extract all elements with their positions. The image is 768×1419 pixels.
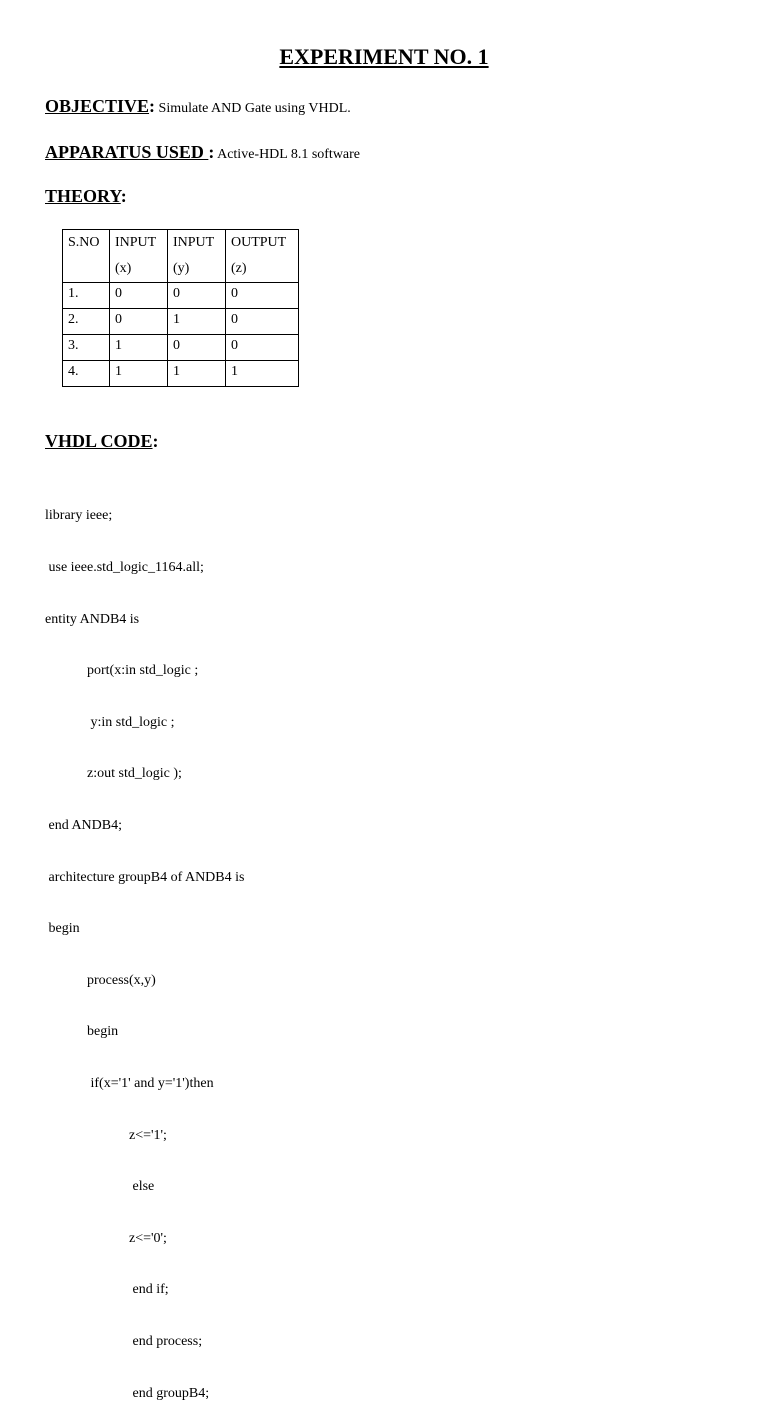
theory-section	[45, 186, 127, 207]
code-line: end process;	[45, 1333, 203, 1349]
apparatus-text: Active-HDL 8.1 software	[214, 147, 361, 162]
code-line: z<='0';	[45, 1230, 167, 1246]
header-cell-sno	[63, 230, 110, 283]
code-line: if(x='1' and y='1')then	[45, 1075, 214, 1091]
truth-table	[62, 229, 299, 387]
table-cell: 2.	[63, 309, 110, 335]
table-row	[63, 283, 299, 309]
apparatus-colon: :	[208, 142, 215, 162]
code-line: entity ANDB4 is	[45, 611, 140, 627]
objective-heading: OBJECTIVE	[45, 96, 150, 116]
header-cell-line: (y)	[173, 261, 190, 276]
objective-text: Simulate AND Gate using VHDL.	[155, 101, 351, 116]
code-line: library ieee;	[45, 508, 113, 524]
vhdl-code-colon: :	[152, 431, 159, 451]
apparatus-section	[45, 142, 360, 163]
table-cell: 1.	[63, 283, 110, 309]
objective-colon: :	[149, 96, 156, 116]
header-cell-input-x	[110, 230, 168, 283]
header-cell-line: OUTPUT	[231, 235, 287, 250]
code-line: port(x:in std_logic ;	[45, 663, 199, 679]
code-line: z<='1';	[45, 1127, 167, 1143]
table-cell: 0	[226, 335, 299, 361]
header-cell-input-y	[168, 230, 226, 283]
code-line: begin	[45, 921, 80, 937]
table-cell: 4.	[63, 361, 110, 387]
table-row	[63, 361, 299, 387]
theory-heading: THEORY	[45, 186, 121, 206]
vhdl-code-heading: VHDL CODE	[45, 431, 153, 451]
table-row	[63, 335, 299, 361]
vhdl-code-section	[45, 431, 159, 452]
header-cell-line: INPUT	[173, 235, 215, 250]
code-line: end ANDB4;	[45, 817, 122, 833]
table-cell: 1	[110, 361, 168, 387]
code-line: z:out std_logic );	[45, 766, 182, 782]
code-line: else	[45, 1179, 155, 1195]
header-cell-line: S.NO	[68, 235, 100, 250]
objective-section	[45, 96, 351, 117]
table-cell: 0	[168, 283, 226, 309]
table-cell: 1	[110, 335, 168, 361]
code-line: y:in std_logic ;	[45, 714, 175, 730]
code-line: end groupB4;	[45, 1385, 210, 1401]
code-line: begin	[45, 1024, 119, 1040]
header-cell-output-z	[226, 230, 299, 283]
theory-colon: :	[120, 186, 127, 206]
code-line: end if;	[45, 1282, 169, 1298]
code-line: architecture groupB4 of ANDB4 is	[45, 869, 245, 885]
code-line: process(x,y)	[45, 972, 156, 988]
table-cell: 0	[168, 335, 226, 361]
table-cell: 1	[226, 361, 299, 387]
table-cell: 1	[168, 309, 226, 335]
vhdl-code-block	[45, 473, 244, 1419]
header-cell-line: (z)	[231, 261, 247, 276]
apparatus-heading: APPARATUS USED	[45, 142, 209, 162]
code-line: use ieee.std_logic_1164.all;	[45, 560, 204, 575]
table-cell: 0	[226, 283, 299, 309]
table-row	[63, 309, 299, 335]
truth-table-header-row	[63, 230, 299, 283]
table-cell: 1	[168, 361, 226, 387]
table-cell: 0	[226, 309, 299, 335]
header-cell-line: INPUT	[115, 235, 157, 250]
table-cell: 0	[110, 309, 168, 335]
header-cell-line: (x)	[115, 261, 132, 276]
page-title: EXPERIMENT NO. 1	[279, 44, 489, 69]
table-cell: 3.	[63, 335, 110, 361]
table-cell: 0	[110, 283, 168, 309]
